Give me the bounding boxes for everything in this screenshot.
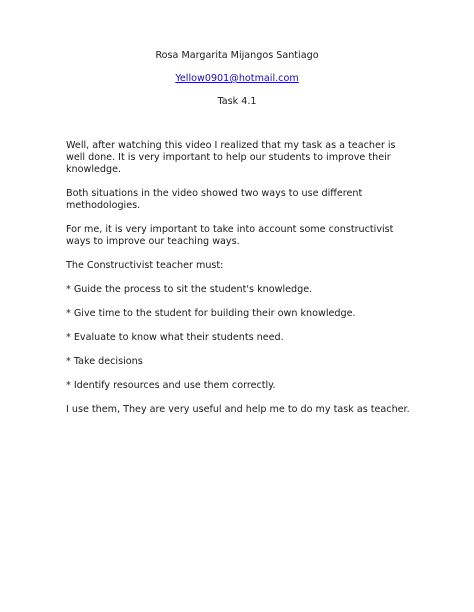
paragraph-situations: Both situations in the video showed two ways to use different methodologies. [66, 188, 363, 211]
paragraph-constructivist: For me, it is very important to take into account some constructivist ways to improve our teaching ways. [66, 224, 394, 247]
task-title: Task 4.1 [217, 96, 257, 107]
author-name: Rosa Margarita Mijangos Santiago [155, 50, 319, 61]
paragraph-teacher-must: The Constructivist teacher must: [66, 260, 224, 271]
list-item-resources: * Identify resources and use them correctly. [66, 380, 276, 391]
list-item-guide: * Guide the process to sit the student's knowledge. [66, 284, 313, 295]
list-item-decisions: * Take decisions [66, 356, 143, 367]
document-body [66, 140, 416, 428]
list-item-give-time: * Give time to the student for building their own knowledge. [66, 308, 356, 319]
list-item-evaluate: * Evaluate to know what their students need. [66, 332, 284, 343]
email-link[interactable]: Yellow0901@hotmail.com [175, 73, 299, 84]
paragraph-conclusion: I use them, They are very useful and help me to do my task as teacher. [66, 404, 410, 415]
document-header [0, 50, 474, 119]
paragraph-intro: Well, after watching this video I realized that my task as a teacher is well done. It is very important to help our students to improve their knowledge. [66, 140, 396, 175]
